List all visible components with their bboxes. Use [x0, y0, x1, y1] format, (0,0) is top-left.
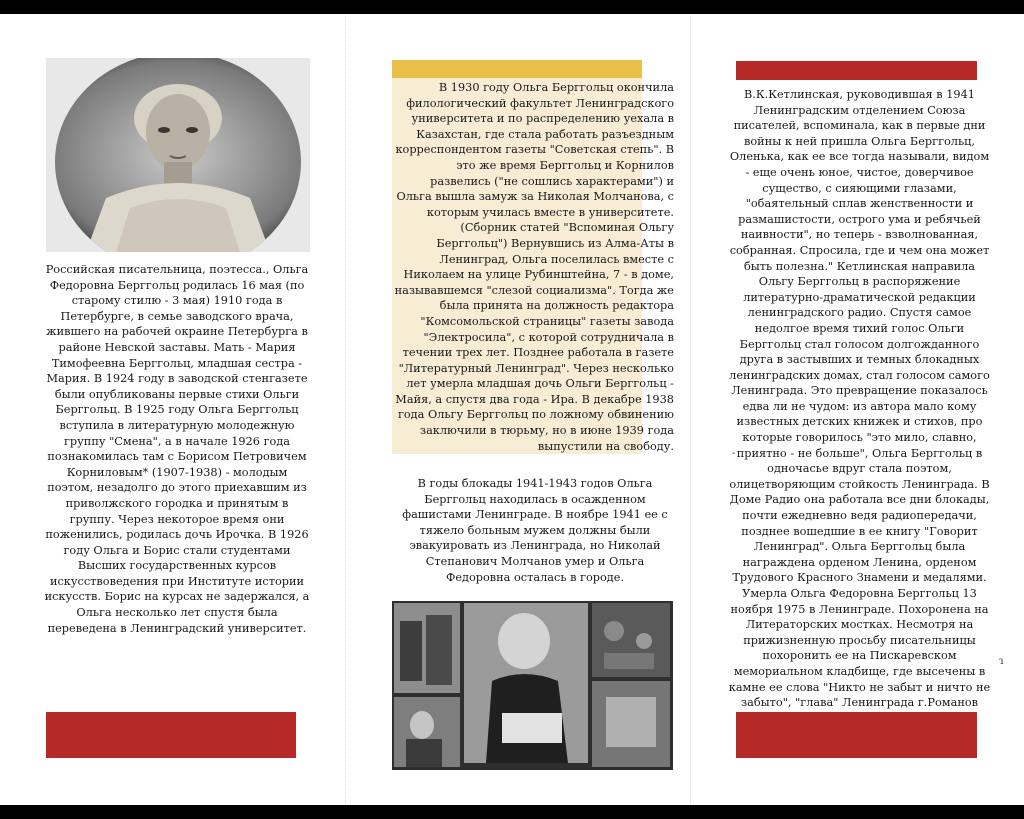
red-bar-top-right: [736, 61, 977, 80]
red-bar-bottom-right: [736, 712, 977, 758]
stray-edge-mark: ɿ: [999, 656, 1004, 667]
bio-paragraph-left: Российская писательница, поэтесса., Ольга Федоровна Берггольц родилась 16 мая (по старому стилю - 3 мая) 1910 года в Петербурге, в семье заводского врача, жившего на рабочей окраине Петербурга в районе Невской заставы. Мать - Мария Тимофеевна Берггольц, младшая сестра - Мария. В 1924 году в заводской стенгазете были опубликованы первые стихи Ольги Берггольц. В 1925 году Ольга Берггольц вступила в литературную молодежную группу "Смена", а в начале 1926 года познакомилась там с Борисом Петровичем Корниловым* (1907-1938) - молодым поэтом, незадолго до этого приехавшим из приволжского городка и принятым в группу. Через некоторое время они поженились, родилась дочь Ирочка. В 1926 году Ольга и Борис стали студентами Высших государственных курсов искусствоведения при Институте истории искусств. Борис на курсах не задержался, а Ольга несколько лет спустя была переведена в Ленинградский университет.: [44, 263, 310, 635]
gold-bar-top-middle: [392, 60, 642, 78]
brochure-page: [0, 14, 1024, 805]
career-paragraph-middle: В 1930 году Ольга Берггольц окончила филологический факультет Ленинградского университета и по распределению уехала в Казахстан, где стала работать разъездным корреспондентом газеты "Советская степь". В это же время Берггольц и Корнилов развелись ("не сошлись характерами") и Ольга вышла замуж за Николая Молчанова, с которым училась вместе в университете. (Сборник статей "Вспоминая Ольгу Берггольц") Вернувшись из Алма-Аты в Ленинград, Ольга поселилась вместе с Николаем на улице Рубинштейна, 7 - в доме, называвшемся "слезой социализма". Тогда же была принята на должность редактора "Комсомольской страницы" газеты завода "Электросила", с которой сотрудничала в течении трех лет. Позднее работала в газете "Литературный Ленинград". Через несколько лет умерла младшая дочь Ольги Берггольц - Майя, а спустя два года - Ира. В декабре 1938 года Ольгу Берггольц по ложному обвинению заключили в тюрьму, но в июне 1939 года выпустили на свободу.: [394, 81, 674, 453]
radio-paragraph-right: В.К.Кетлинская, руководившая в 1941 Ленинградским отделением Союза писателей, вспоминала, как в первые дни войны к ней пришла Ольга Берггольц, Оленька, как ее все тогда называли, видом - еще очень юное, чистое, доверчивое существо, с сияющими глазами, "обаятельный сплав женственности и размашистости, острого ума и ребячьей наивности", но теперь - взволнованная, собранная. Спросила, где и чем она может быть полезна." Кетлинская направила Ольгу Берггольц в распоряжение литературно-драматической редакции ленинградского радио. Спустя самое недолгое время тихий голос Ольги Берггольц стал голосом долгожданного друга в застывших и темных блокадных ленинградских домах, стал голосом самого Ленинграда. Это превращение показалось едва ли не чудом: из автора мало кому известных детских книжек и стихов, про которые говорилось "это мило, славно, приятно - не больше", Ольга Берггольц в одночасье вдруг стала поэтом, олицетворяющим стойкость Ленинграда. В Доме Радио она работала все дни блокады, почти ежедневно ведя радиопередачи, позднее вошедшие в ее книгу "Говорит Ленинград". Ольга Берггольц была награждена орденом Ленина, орденом Трудового Красного Знамени и медалями. Умерла Ольга Федоровна Берггольц 13 ноября 1975 в Ленинграде. Похоронена на Литераторских мостках. Несмотря на прижизненную просьбу писательницы похоронить ее на Пискаревском мемориальном кладбище, где высечены в камне ее слова "Никто не забыт и ничто не забыто", "глава" Ленинграда г.Романов: [728, 88, 991, 710]
fold-line-right: [690, 14, 691, 805]
red-bar-bottom-left: [46, 712, 296, 758]
fold-line-left: [345, 14, 346, 805]
blockade-paragraph-middle: В годы блокады 1941-1943 годов Ольга Берггольц находилась в осажденном фашистами Ленинграде. В ноябре 1941 ее с тяжело больным мужем должны были эвакуировать из Ленинграда, но Николай Степанович Молчанов умер и Ольга Федоровна осталась в городе.: [402, 477, 668, 584]
portrait-image: [46, 58, 310, 252]
portrait-photo: [46, 58, 310, 252]
archival-collage-image: [392, 601, 673, 770]
stray-dash-mark: -: [732, 448, 736, 459]
archival-collage-photo: [392, 601, 673, 770]
